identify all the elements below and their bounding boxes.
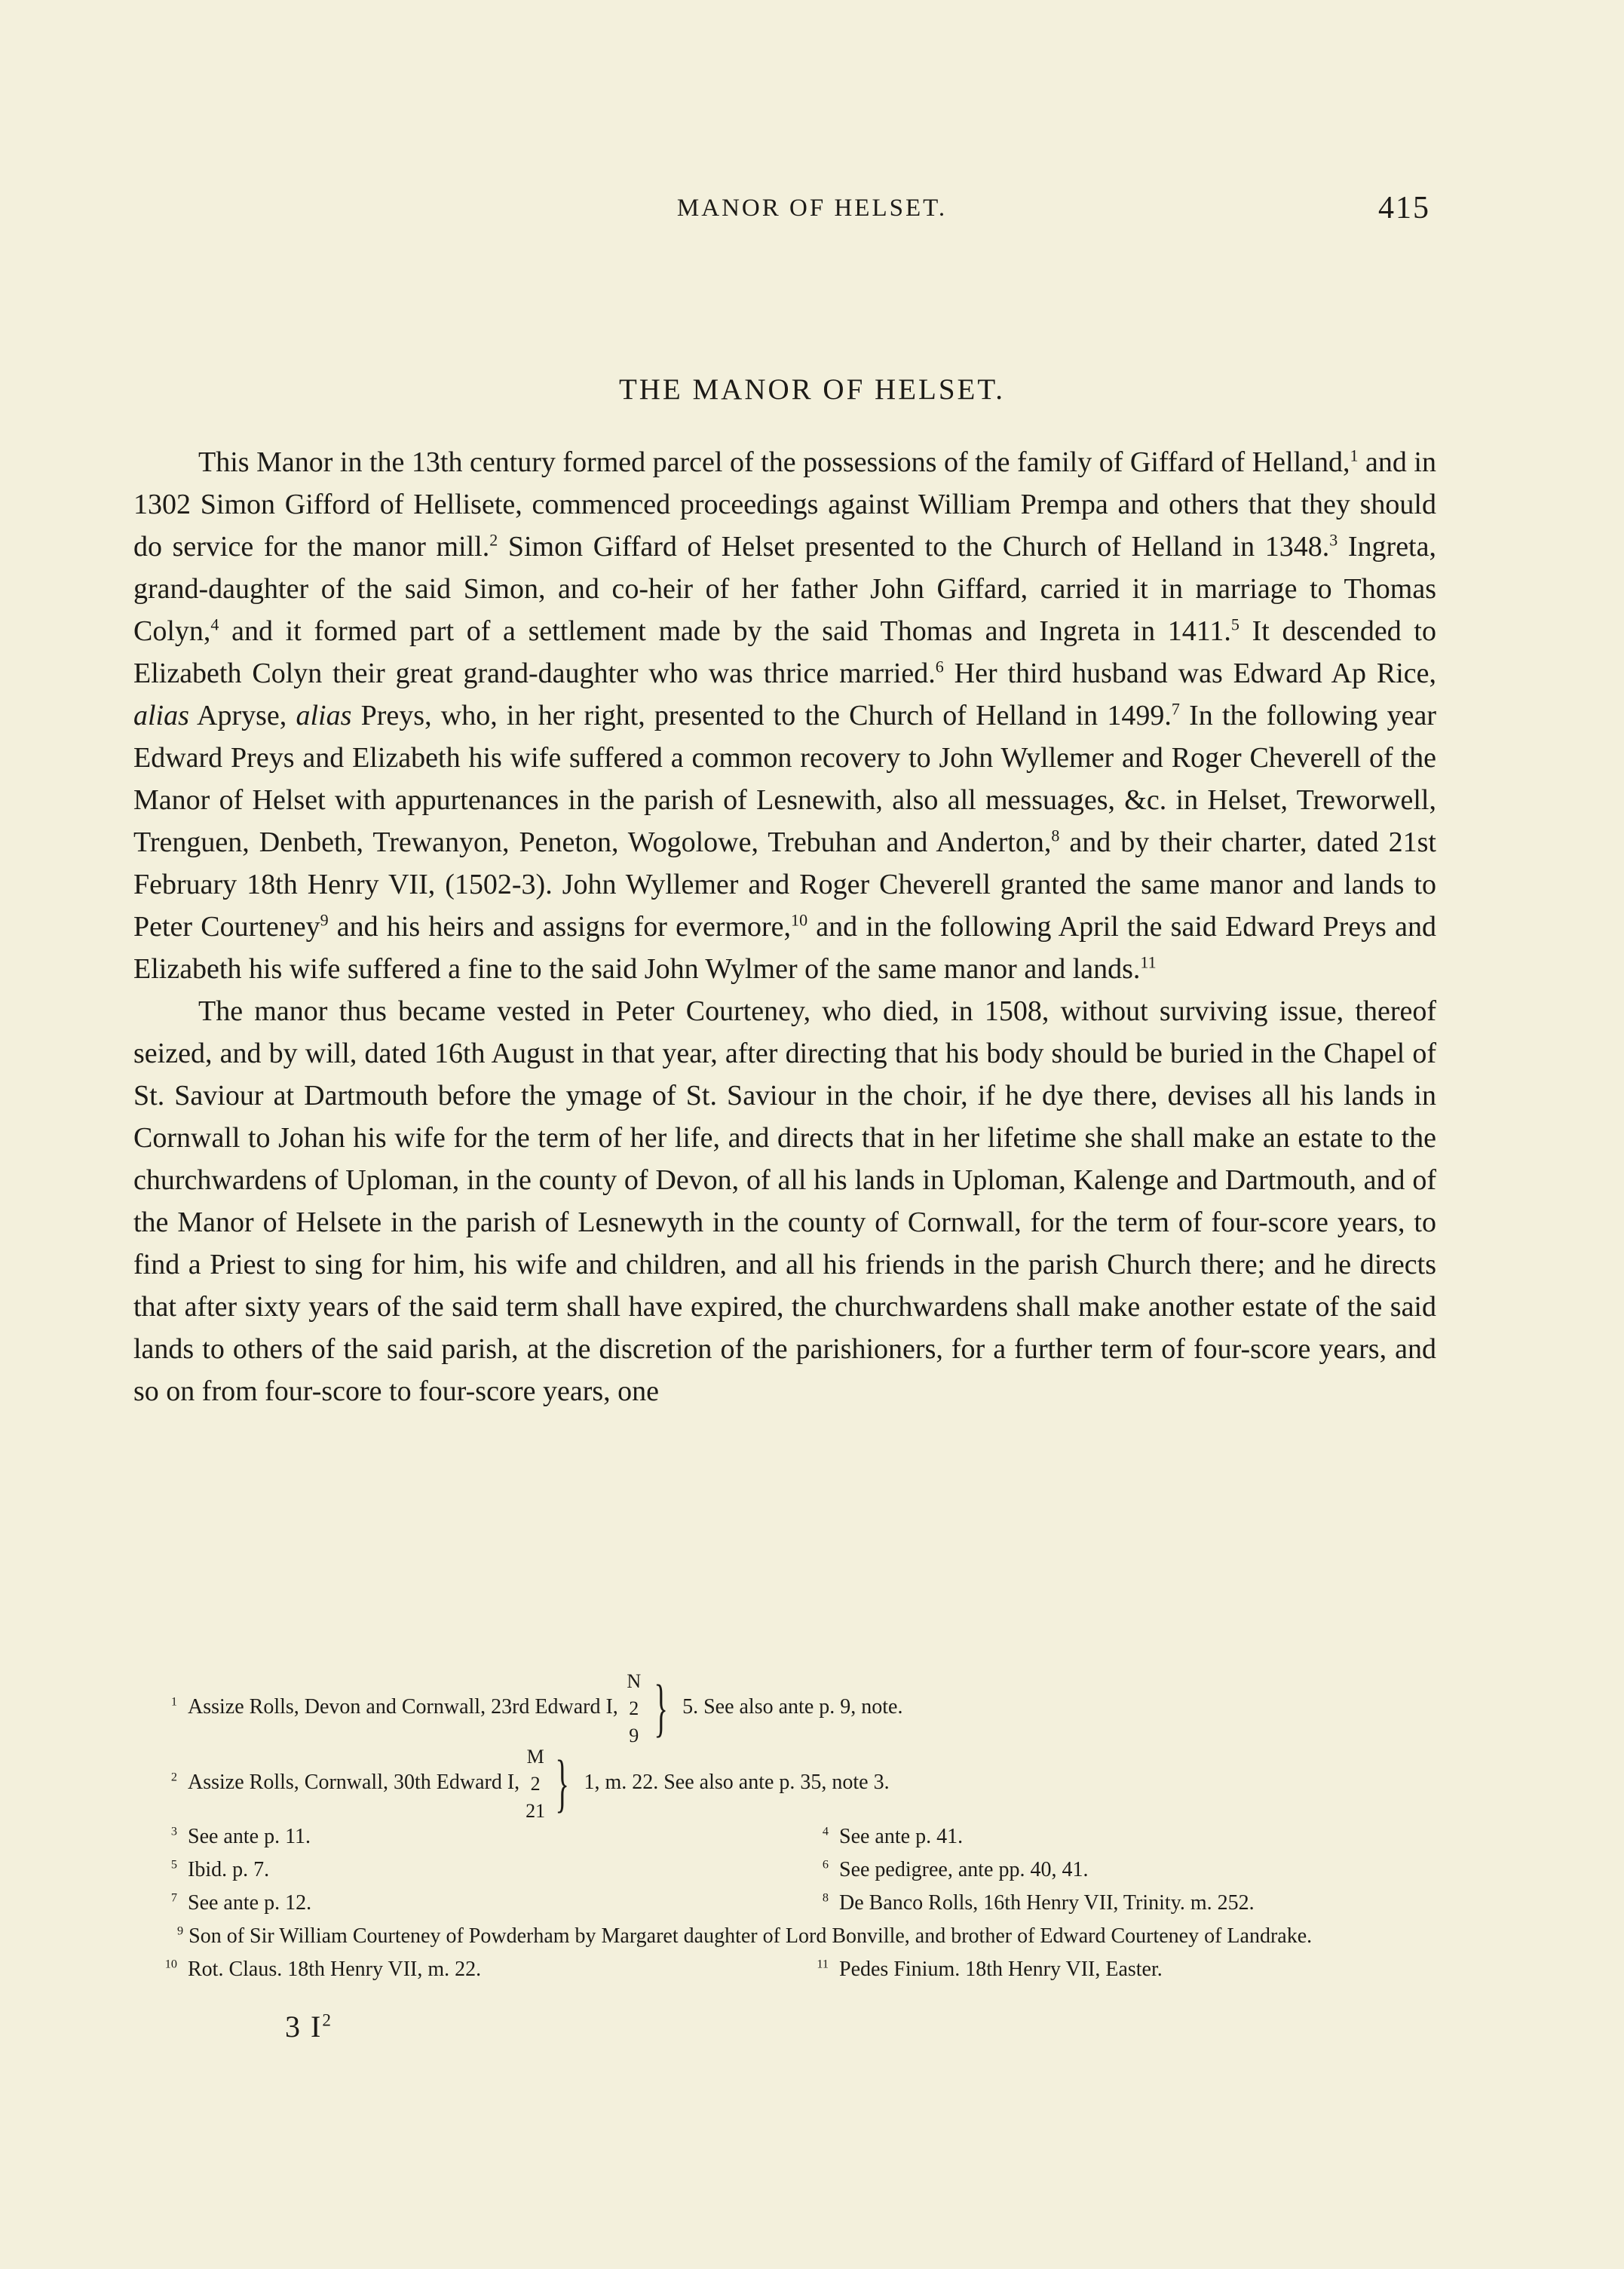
footnote-7 bbox=[133, 1887, 785, 1920]
footnote-text: Son of Sir William Courteney of Powderham by Margaret daughter of Lord Bonville, and brother of Edward Courteney of Landrake. bbox=[188, 1924, 1313, 1948]
footnote-ref: 6 bbox=[935, 657, 944, 676]
roll-number: 2 bbox=[629, 1697, 639, 1719]
footnote-number: 2 bbox=[170, 1770, 177, 1784]
footnote-ref: 5 bbox=[1230, 615, 1239, 634]
footnote-text: De Banco Rolls, 16th Henry VII, Trinity. m. 252. bbox=[839, 1891, 1255, 1915]
footnote-4 bbox=[785, 1820, 1436, 1854]
footnote-ref: 4 bbox=[210, 615, 219, 634]
page-number: 415 bbox=[1378, 191, 1430, 225]
footnote-9 bbox=[133, 1920, 1436, 1953]
body-text bbox=[133, 441, 1436, 1412]
section-title: THE MANOR OF HELSET. bbox=[618, 373, 1006, 406]
footnote-ref: 2 bbox=[489, 530, 498, 550]
footnote-row bbox=[133, 1887, 1436, 1920]
footnote-number: 5 bbox=[170, 1857, 177, 1872]
paragraph-1 bbox=[133, 441, 1436, 990]
footnote-10 bbox=[133, 1953, 785, 1986]
footnote-text: Pedes Finium. 18th Henry VII, Easter. bbox=[839, 1958, 1163, 1981]
footnote-number: 6 bbox=[822, 1857, 829, 1872]
footnote-number: 10 bbox=[164, 1957, 177, 1971]
roll-letter: M bbox=[526, 1746, 544, 1768]
footnote-row bbox=[133, 1953, 1436, 1986]
footnote-number: 4 bbox=[822, 1824, 829, 1838]
footnote-6 bbox=[785, 1854, 1436, 1887]
footnote-ref: 10 bbox=[791, 910, 808, 930]
text-run: and in 1302 Simon Gifford of Hellisete, commenced proceedings against William Prempa and others that they should do service for the manor mill. bbox=[133, 446, 1436, 563]
footnote-number: 8 bbox=[822, 1890, 829, 1905]
roll-number: 9 bbox=[629, 1725, 639, 1746]
footnote-ref: 1 bbox=[1350, 446, 1359, 465]
footnote-ref: 8 bbox=[1051, 826, 1060, 845]
footnote-text: 5. See also ante p. 9, note. bbox=[682, 1695, 903, 1719]
roll-number: 2 bbox=[530, 1773, 541, 1795]
text-run: Her third husband was Edward Ap Rice, bbox=[943, 658, 1436, 689]
footnote-number: 3 bbox=[170, 1824, 177, 1838]
footnote-row bbox=[133, 1820, 1436, 1854]
footnote-3 bbox=[133, 1820, 785, 1854]
footnote-5 bbox=[133, 1854, 785, 1887]
running-head: MANOR OF HELSET. bbox=[676, 195, 948, 222]
footnote-number: 9 bbox=[177, 1924, 184, 1938]
footnote-row bbox=[133, 1854, 1436, 1887]
text-run: Ingreta, grand-daughter of the said Simon, and co-heir of her father John Giffard, carried it in marriage to Thomas Colyn, bbox=[133, 531, 1436, 647]
italic-text: alias bbox=[133, 700, 189, 731]
footnote-ref: 11 bbox=[1140, 952, 1157, 972]
footnote-text: 1, m. 22. See also ante p. 35, note 3. bbox=[584, 1771, 890, 1794]
roll-letter: N bbox=[627, 1670, 642, 1692]
footnote-11 bbox=[785, 1953, 1436, 1986]
text-run: and his heirs and assigns for evermore, bbox=[328, 911, 792, 943]
footnote-text: Assize Rolls, Cornwall, 30th Edward I, bbox=[188, 1771, 520, 1794]
signature-superscript: 2 bbox=[322, 2010, 332, 2031]
roll-reference bbox=[522, 1745, 548, 1820]
roll-reference bbox=[621, 1670, 647, 1745]
text-run: In the following year Edward Preys and Elizabeth his wife suffered a common recovery to John Wyllemer and Roger Cheverell of the Manor of Helset with appurtenances in the parish of Lesnewith, also all messuages, &c. in Helset, Treworwell, Trenguen, Denbeth, Trewanyon, Peneton, Wogolowe, Trebuhan and Anderton, bbox=[133, 700, 1437, 858]
footnote-number: 11 bbox=[817, 1957, 829, 1971]
footnote-1 bbox=[133, 1670, 1436, 1745]
text-run: This Manor in the 13th century formed parcel of the possessions of the family of Giffard of Helland, bbox=[198, 446, 1350, 478]
signature-mark: 3 I bbox=[285, 2010, 323, 2044]
footnote-text: See ante p. 12. bbox=[188, 1891, 312, 1915]
text-run: It descended to Elizabeth Colyn their great grand-daughter who was thrice married. bbox=[133, 615, 1436, 689]
footnote-text: See pedigree, ante pp. 40, 41. bbox=[839, 1858, 1089, 1881]
paragraph-2: The manor thus became vested in Peter Courteney, who died, in 1508, without surviving issue, thereof seized, and by will, dated 16th August in that year, after directing that his body should be buried in the Chapel of St. Saviour at Dartmouth before the ymage of St. Saviour in the choir, if he dye there, devises all his lands in Cornwall to Johan his wife for the term of her life, and directs that in her lifetime she shall make an estate to the churchwardens of Uploman, in the county of Devon, of all his lands in Uploman, Kalenge and Dartmouth, and of the Manor of Helsete in the parish of Lesnewyth in the county of Cornwall, for the term of four-score years, to find a Priest to sing for him, his wife and children, and all his friends in the parish Church there; and he directs that after sixty years of the said term shall have expired, the churchwardens shall make another estate of the said lands to others of the said parish, at the discretion of the parishioners, for a further term of four-score years, and so on from four-score to four-score years, one bbox=[133, 995, 1436, 1407]
footnote-ref: 3 bbox=[1329, 530, 1338, 550]
text-run: Preys, who, in her right, presented to the Church of Helland in 1499. bbox=[351, 700, 1172, 731]
italic-text: alias bbox=[296, 700, 352, 731]
brace-glyph: } bbox=[654, 1671, 668, 1743]
footnote-text: See ante p. 41. bbox=[839, 1825, 964, 1848]
footnote-8 bbox=[785, 1887, 1436, 1920]
printer-signature bbox=[285, 2009, 332, 2044]
footnote-text: Rot. Claus. 18th Henry VII, m. 22. bbox=[188, 1958, 482, 1981]
text-run: and it formed part of a settlement made by the said Thomas and Ingreta in 1411. bbox=[219, 615, 1231, 647]
footnote-number: 1 bbox=[170, 1694, 177, 1709]
footnote-2 bbox=[133, 1745, 1436, 1820]
text-run: Simon Giffard of Helset presented to the Church of Helland in 1348. bbox=[498, 531, 1330, 563]
footnote-number: 7 bbox=[170, 1890, 177, 1905]
text-run: Apryse, bbox=[188, 700, 296, 731]
brace-glyph: } bbox=[555, 1746, 570, 1819]
text-run: and by their charter, dated 21st February 18th Henry VII, (1502-3). John Wyllemer and Roger Cheverell granted the same manor and lands to Peter Courteney bbox=[133, 826, 1436, 943]
text-run: and in the following April the said Edward Preys and Elizabeth his wife suffered a fine to the said John Wylmer of the same manor and lands. bbox=[133, 911, 1436, 985]
roll-number: 21 bbox=[526, 1800, 546, 1822]
footnote-ref: 9 bbox=[320, 910, 329, 930]
footnote-text: Assize Rolls, Devon and Cornwall, 23rd Edward I, bbox=[188, 1695, 618, 1719]
footnotes bbox=[133, 1670, 1436, 1986]
footnote-ref: 7 bbox=[1171, 699, 1180, 719]
footnote-text: Ibid. p. 7. bbox=[188, 1858, 270, 1881]
footnote-text: See ante p. 11. bbox=[188, 1825, 311, 1848]
